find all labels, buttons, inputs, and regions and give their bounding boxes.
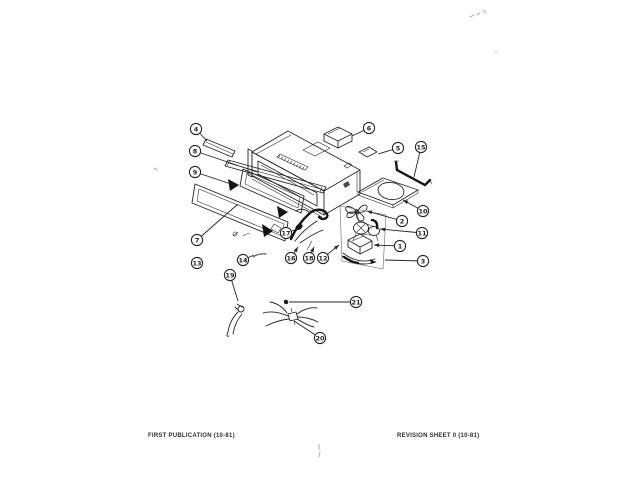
balloon-number: 5	[395, 144, 401, 153]
leader-arrowhead	[294, 247, 298, 252]
part-balloon-7	[191, 204, 238, 246]
part-balloon-3	[385, 255, 429, 266]
balloon-number: 14	[238, 256, 248, 265]
part-balloon-14	[237, 254, 254, 265]
part-balloon-4	[190, 123, 207, 141]
balloon-number: 17	[281, 229, 291, 238]
part-balloon-15	[414, 141, 427, 177]
balloon-number: 7	[194, 236, 200, 245]
part-15-angle-rail	[394, 161, 432, 185]
balloon-number: 10	[418, 207, 428, 216]
part-balloon-1	[374, 240, 406, 251]
part-19-clip-and-wire	[227, 304, 244, 336]
leader-arrowhead	[403, 200, 408, 204]
balloon-number: 1	[397, 242, 403, 251]
part-balloon-6	[352, 122, 375, 136]
balloon-number: 15	[416, 143, 426, 152]
part-balloon-21	[289, 296, 362, 307]
main-body	[248, 131, 360, 217]
part-balloon-16	[285, 247, 298, 264]
balloon-number: 19	[225, 271, 235, 280]
leader-arrowhead	[374, 243, 379, 247]
balloon-number: 21	[351, 298, 361, 307]
footer-first-publication: FIRST PUBLICATION (10-81)	[148, 433, 235, 439]
balloon-number: 13	[192, 259, 202, 268]
part-balloon-2	[367, 211, 408, 227]
balloon-number: 20	[315, 334, 325, 343]
part-balloon-18	[303, 247, 314, 264]
part-6-cover-box	[324, 127, 352, 148]
balloon-number: 12	[318, 254, 328, 263]
part-balloon-5	[378, 142, 404, 154]
part-balloon-9	[189, 166, 231, 184]
part-9-frame-panel	[228, 169, 304, 218]
part-balloon-13	[191, 257, 202, 268]
part-balloon-10	[403, 200, 429, 217]
screw-details	[233, 232, 266, 257]
part-3-mounting-bracket	[342, 253, 376, 264]
balloon-number: 9	[192, 168, 198, 177]
body-latch-mark	[343, 181, 350, 188]
part-4-trim-strip	[203, 139, 235, 157]
part-balloon-12	[317, 245, 339, 264]
part-balloon-11	[380, 227, 428, 238]
part-21-screw	[284, 300, 288, 304]
callout-balloons	[189, 122, 428, 343]
balloon-number: 3	[420, 257, 426, 266]
frame-end-bracket-left	[228, 179, 239, 191]
part-balloon-19	[224, 269, 238, 301]
balloon-number: 2	[399, 217, 405, 226]
balloon-number: 16	[286, 254, 296, 263]
balloon-number: 18	[304, 254, 314, 263]
scan-artifacts	[154, 10, 497, 457]
leader-arrowhead	[310, 247, 314, 252]
frame-end-bracket-right	[277, 206, 288, 218]
leader-arrowhead	[367, 211, 372, 215]
balloon-number: 11	[417, 229, 427, 238]
part-1-capacitor-box	[348, 234, 372, 254]
part-balloon-20	[294, 321, 326, 344]
balloon-number: 4	[193, 125, 199, 134]
balloon-number: 6	[366, 124, 372, 133]
part-5-clip	[359, 147, 377, 157]
balloon-number: 8	[192, 147, 198, 156]
part-7-front-panel	[192, 184, 291, 241]
part-14-screw	[253, 254, 266, 257]
body-label-plate	[303, 142, 330, 156]
part-20-wiring-harness	[263, 302, 318, 327]
footer-revision-sheet: REVISION SHEET 0 (10-81)	[397, 433, 480, 439]
